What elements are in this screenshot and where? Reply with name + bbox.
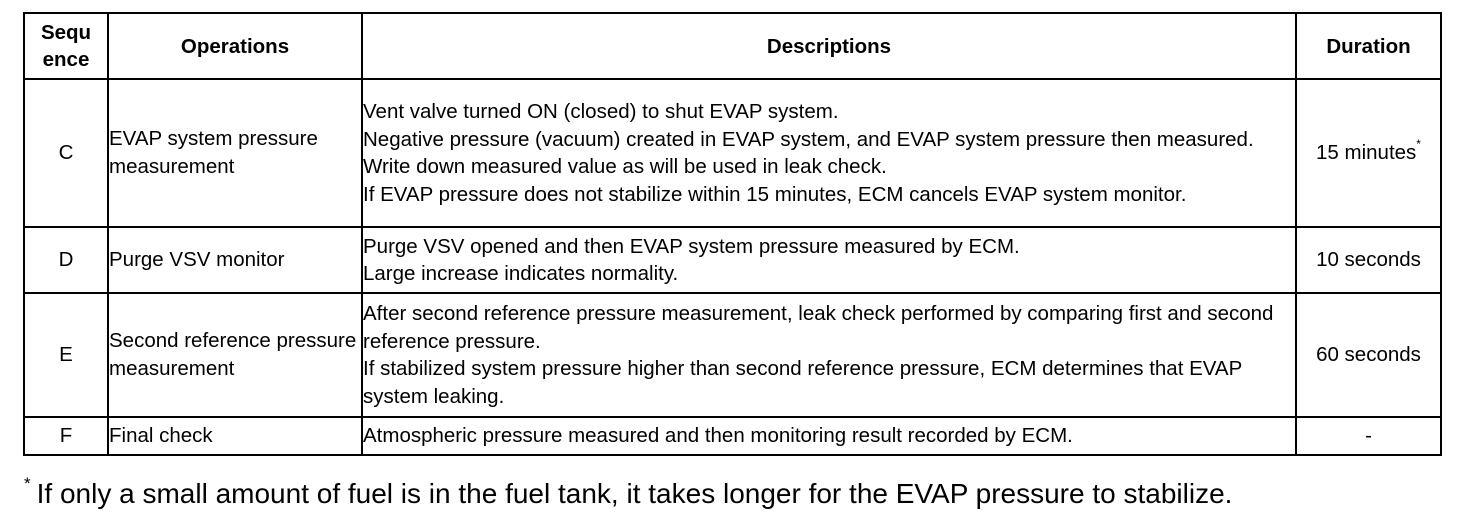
table-row [24,79,1441,227]
footnote [24,476,1232,512]
header-sequence: Sequ ence [24,13,108,79]
header-operations: Operations [108,13,362,79]
description-cell [362,293,1296,417]
footnote-text: If only a small amount of fuel is in the fuel tank, it takes longer for the EVAP pressure to stabilize. [36,478,1233,509]
duration-cell: - [1296,417,1441,455]
description-line: Write down measured value as will be used in leak check. [363,155,887,178]
operation-cell: EVAP system pressure measurement [108,79,362,227]
header-duration: Duration [1296,13,1441,79]
table-row [24,417,1441,455]
description-line: Vent valve turned ON (closed) to shut EVAP system. [363,100,839,123]
description-cell [362,417,1296,455]
evap-monitor-table [23,12,1442,456]
footnote-mark: * [1416,137,1421,151]
description-line: If EVAP pressure does not stabilize within 15 minutes, ECM cancels EVAP system monitor. [363,182,1187,206]
duration-value: 15 minutes [1316,141,1417,164]
table-header-row [24,13,1441,79]
description-cell [362,227,1296,293]
footnote-mark: * [24,474,31,493]
description-line: Purge VSV opened and then EVAP system pressure measured by ECM. [363,234,1020,258]
description-line: Negative pressure (vacuum) created in EVAP system, and EVAP system pressure then measured. [363,127,1254,151]
description-cell [362,79,1296,227]
table-row [24,293,1441,417]
sequence-cell: C [24,79,108,227]
description-line: If stabilized system pressure higher than second reference pressure, ECM determines that EVAP system leaking. [363,357,1242,408]
header-descriptions: Descriptions [362,13,1296,79]
description-line: Atmospheric pressure measured and then monitoring result recorded by ECM. [363,424,1073,448]
description-line: After second reference pressure measurement, leak check performed by comparing first and second reference pressure. [363,302,1274,353]
sequence-cell: E [24,293,108,417]
table-row [24,227,1441,293]
sequence-cell: D [24,227,108,293]
duration-cell: 10 seconds [1296,227,1441,293]
operation-cell: Final check [108,417,362,455]
operation-cell: Purge VSV monitor [108,227,362,293]
operation-cell: Second reference pressure measurement [108,293,362,417]
duration-cell [1296,79,1441,227]
duration-cell: 60 seconds [1296,293,1441,417]
sequence-cell: F [24,417,108,455]
description-line: Large increase indicates normality. [363,262,679,285]
